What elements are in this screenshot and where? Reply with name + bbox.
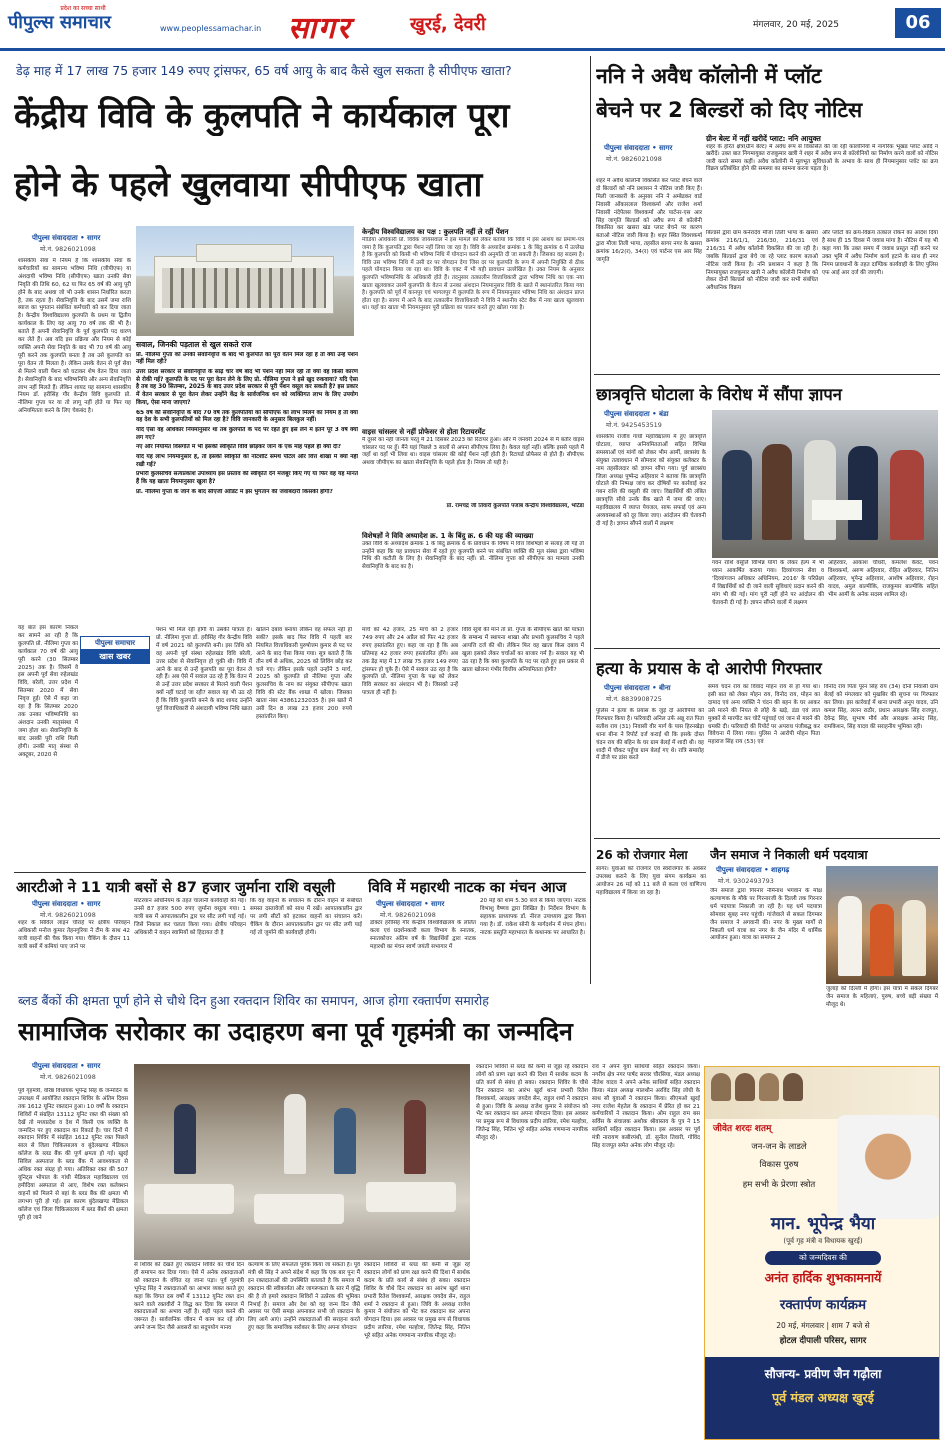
murder-headline[interactable]: हत्या के प्रयास के दो आरोपी गिरफ्तार (596, 659, 822, 678)
blood-headline[interactable]: सामाजिक सरोकार का उदाहरण बना पूर्व गृहमंत्री का जन्मदिन (18, 1017, 573, 1046)
lead-headline-2[interactable]: होने के पहले खुलवाया सीपीएफ खाता (14, 165, 483, 205)
news-badge-brand: पीपुल्स समाचार (80, 636, 150, 650)
jobs-headline[interactable]: 26 को रोजगार मेला (596, 848, 688, 862)
person-silhouette (804, 440, 836, 540)
brand-tagline: प्रदेश का सच्चा साथी (60, 5, 106, 12)
person-silhouette (722, 450, 752, 540)
column-divider (590, 56, 591, 984)
rto-byline: पीपुल्स संवाददाता • सागर (32, 900, 101, 908)
person-silhouette (174, 1104, 196, 1174)
ad-sanskrit-label: जीवेत शरदः शतम् (713, 1124, 772, 1134)
murder-text-2: समय चंदन राय का विवाद मोहन राय से हो गया था। इसी बात को लेकर मोहन राय, विनोद राय, मोहन का दामाद एवं अन्य व्यक्ति ने चंदन की बहन के घर आकर उसे मारने की नियत से लोहे के खड़े, डंडा एवं लात मुक्कों से मारपीट कर चोटें पहुंचाई एवं जान से मारने की धमकी दी। फरियादी की रिपोर्ट पर अपराध पंजीबद्ध कर विवेचना में लिया गया। पुलिस ने आरोपी मोहन पिता महाराज सिंह राय (53) एवं (708, 684, 820, 746)
jain-headline[interactable]: जैन समाज ने निकाली धर्म पदयात्रा (710, 847, 868, 862)
jain-text: जैन समाज द्वारा गिरनार नेमिनाथ भगवान के मोक्ष कल्याणक के मौके पर गिरनारजी के दिल्ली तक गिरनार धर्म पदयात्रा निकाली जा रही है। यह धर्म पदयात्रा सोमवार सुबह नगर पहुंची। गांजेवाले से सकल दिगम्बर जैन समाज ने अगवानी की। नगर के मुख्य मार्गों से निकली धर्म यात्रा का नगर के जैन मंदिर में धार्मिक आयोजन हुआ। यात्रा का समापन 2 (710, 888, 822, 942)
lead-mobile: मो.नं. 9826021098 (40, 245, 96, 253)
murder-text-3: विनोद राय पिता पूरन सिंह राय (34) दोनों निवासी ग्राम बेलई को मंगलवार को मुखबिर की सूचना पर गिरफ्तार कर लिया। इस कार्रवाई में थाना प्रभारी अनूप यादव, उनि कमल सिंह, ललन राठौर, प्रधान आरक्षक सिंह राजपूत, देवेन्द्र सिंह, सुभाष मौर्य और आरक्षक आनंद सिंह, रामकिशन, सिंह यादव की सराहनीय भूमिका रही। (824, 684, 938, 730)
jain-text-2: जुलाई को दिल्ली में होगा। इस यात्रा में सकल दिगंबर जैन समाज के महिलाएं, पुरुष, बच्चे बड़ी संख्या में मौजूद थे। (826, 986, 938, 1008)
section-divider (14, 872, 586, 873)
colony-headline-1[interactable]: ननि ने अवैध कॉलोनी में प्लॉट (596, 64, 822, 88)
ad-line-3: हम सभी के प्रेरणा स्त्रोत (742, 1180, 816, 1190)
leader-portrait-large (837, 1115, 939, 1219)
lead-byline: पीपुल्स संवाददाता • सागर (32, 234, 101, 242)
vc-quote-box (362, 428, 584, 528)
masthead (0, 0, 945, 54)
ad-venue: होटल दीपाली परिसर, सागर (779, 1336, 867, 1346)
university-side-box (362, 228, 584, 418)
person-silhouette (762, 444, 792, 540)
question-item: यदि यह लाभ नियमानुसार है, तो इसकी स्वीकृति की नोटशीट समर्थ पोर्टल और वित्त शाखा में क्यों नहीं रखी गई? (136, 454, 358, 468)
blood-donation-photo (134, 1064, 470, 1260)
question-item: नए और नियमित विसंगति में भी इसकी स्वीकृति विवि छोड़कर जाने के एक माह पहले ही क्यों दी? (136, 444, 341, 451)
question-item: 65 वर्ष की सेवानिवृत्ति के बाद 70 वर्ष तक कुलपतियों को सीपीएफ का लाभ मिलने का नियम है तो क्या वह देश के सभी कुलपतियों को मिल रहा है? विवि जानकारी के अनुसार बिलकुल नहीं। (136, 409, 358, 424)
ad-line-1: जन-जन के लाडले (751, 1142, 807, 1152)
lead-col5: मार्च को 42 हजार, 25 मार्च को 2 हजार 749 रुपए और 24 अप्रैल को फिर 42 हजार रुपए हस्तांतरित हुए। कहा जा रहा है कि अब प्रतिमाह 42 हजार रुपए हस्तांतरित होंगे। अब तक डेढ़ माह में 17 लाख 75 हजार 149 रुपए ट्रांसफर हो चुके हैं। ऐसे में सवाल उठ रहा है कि कुलपति प्रो. नीलिमा गुप्ता के पक्ष को लेकर विवि सरकार का अंशदान भी है। जिसको उन्हें पात्रता ही नहीं है। (362, 627, 458, 697)
blood-col1: पूर्व गृहमंत्री, वरिष्ठ विधायक भूपेन्द्र सिंह के जन्मदिन के उपलक्ष्य में आयोजित रक्तदान शिविर के अंतिम दिवस तक 1612 यूनिट रक्तदान हुआ। 10 वर्षों के रक्तदान शिविरों में संग्रहित 13112 यूनिट रक्त की संख्या को देखें तो मध्यप्रदेश व देश में किसी एक व्यक्ति के जन्मदिन पर हुए रक्तदान का रिकार्ड है। चार दिनों में रक्तदान शिविर में संग्रहित 1612 यूनिट रक्त पिछले साल से जिला चिकित्सालय व बुंदेलखण्ड मेडिकल कॉलेज के ब्लड बैंक की पूर्ण क्षमता हो गई। खुरई सिविल अस्पताल के ब्लड बैंक में आवश्यकता से अधिक रक्त संग्रह हो गया। अतिरिक्त रक्त की 507 यूनिट्स भोपाल के गांधी मेडिकल महाविद्यालय एवं हमीदिया अस्पताल से आए, विशेष रक्त कलेक्शन वाहनों को मिलने से बहां के ब्लड बैंक की क्षमता भी लगभग पूरी हो गई। इस कारण बुंदेलखण्ड मेडिकल कॉलेज एवं जिला चिकित्सालय में ब्लड बैंकों की क्षमता पूरी हो जाने (18, 1088, 128, 1221)
person-silhouette (870, 904, 894, 976)
drama-headline[interactable]: विवि में महारथी नाटक का मंचन आज (368, 880, 567, 896)
byline-place: बंडा (659, 410, 669, 418)
site-url[interactable]: www.peoplessamachar.in (160, 24, 262, 33)
ad-wishes: अनंत हार्दिक शुभकामनायें (764, 1270, 882, 1285)
page-number: 06 (895, 8, 941, 38)
vc-quote-text: मैं दूसरे का नहीं जानता परंतु मैं 21 दिसंबर 2023 को रिटायर हुआ। और मैं जनवरी 2024 से मैं बतौर वाइस चांसलर पद पर हूँ। मैंने यहां पिछले 3 सालों से अपना सीपीएफ लिया है। केवल यहाँ नहीं। बल्कि इससे पहले मैं जहाँ था वहाँ भी लिया था। वाइस चांसलर की कोई पेंशन नहीं होती है। रिटायर्ड प्रोफेसर से होते हैं। सीपीएफ अथवा जीपीएफ का खाता सेवानिवृत्ति के पहले होता है। नियम तो यही है। (362, 437, 584, 466)
byline-place: सागर (431, 900, 445, 908)
leader-portrait (711, 1073, 731, 1101)
blood-col4: रक्तदान शिविरों से ब्लड की कमी से जूझ रहे रक्तदान लोगों को प्राण रक्षा करने की दिशा में सार्थक कदम के प्रति कार्य से संबंध हो सका। रक्तदान शिविर के चौथे दिन रक्तदान का आरंभ खुर्रा थाना प्रभारी रितेश विश्वकर्मा, आरक्षक जयदेव सेन, राहुल शर्मा ने रक्तदान से हुआ। जिवि के अध्यक्ष राजेश कुमार ने संयोजन को भेंट कर रक्तदान कर अपना योगदान दिया। इस अवसर पर प्रमुख रूप से विधायक प्रदीप लारिया, रमेश मल्होत्रा, जितेन्द्र सिंह, नितिन भूरे सहित अनेक गणमान्य नागरिक मौजूद रहे। (364, 1262, 470, 1340)
question-item: यदि ऐसा वह अधिकार नियमानुसार था तब कुलपति के पद पर रहते हुए इसे लेने में इतने पूरे 3 वर्ष क्यों लग गए? (136, 426, 358, 441)
section-divider (594, 374, 940, 375)
murder-byline: पीपुल्स संवाददाता • बीना (604, 684, 671, 692)
ad-leaders-strip (705, 1067, 940, 1119)
lead-col1b: यह बात इस कारण निकल कर सामने आ रही है कि कुलपति प्रो. नीलिमा गुप्ता का कार्यकाल 70 वर्ष की आयु पूरी करने (30 सितम्बर 2025) तक है। जिसमें वे इस अपनी पूर्व सेवा रुहेलखंड विवि, बरेली, उत्तर प्रदेश में सितम्बर 2020 में सेवा निवृत्त हुई। ऐसे में कहा जा रहा है कि सितम्बर 2020 तक उनका भविष्यनिधि का अंशदान उनकी मातृसंस्था में जमा होता था। सेवानिवृत्ति के बाद उसकी पूरी राशि मिली होगी। उनकी मातृ संस्था से अक्टूबर, 2020 से (18, 625, 78, 758)
memorandum-paper (812, 500, 862, 520)
lead-col6: विवि सूत्रों की माने तो प्रो. गुप्ता के सीपीएफ खाते की पात्रता के सम्बन्ध में स्थापना शाखा और प्रभारी कुलसचिव ने पहले आपत्ति दर्ज की थी। लेकिन फिर वह खाता किस दबाव में खुला इसको लेकर चर्चाओं का बाजार गर्म है। सवाल यह भी उठ रहा है कि क्या कुलपति के पद पर रहते हुए इस प्रकार से खाता खोलना गंभीर वित्तीय अनियमितता होगी? (462, 627, 584, 673)
vc-quote-title: वाइस चांसलर से नहीं प्रोफेसर से होता रिटायरमेंट (362, 428, 486, 436)
ad-line-2: विकास पुरुष (759, 1160, 799, 1170)
news-badge-label: खास खबर (80, 650, 150, 664)
questions-list (136, 352, 358, 497)
person-silhouette (404, 1100, 426, 1174)
byline-place: सागर (659, 144, 673, 152)
header-rule (0, 48, 945, 51)
question-item: प्रो. नीलिमा गुप्ता को उनकी सेवानिवृत्ति के बाद भी कुलपति का पूरा वेतन मिल रहा है तो क्या उन्हें पेंशन नहीं मिल रही? (136, 351, 358, 366)
murder-text-1: पुलिस ने हत्या के प्रयास के जुड़े दो आरोपियों को गिरफ्तार किया है। फरियादी अनिल उर्फ अन्नू रात पिता सतीश राय (31) निवासी वीर मार्ग के पास हिरनखेड़ा थाना बीना ने रिपोर्ट दर्ज कराई थी कि इसके दोस्त चंदन राय की बहिन के घर ग्राम बेलई में शादी थी। वह शादी में चौकट पहुँचा ग्राम बेलई गए थे। रात्रि समारोह में डीजे पर डांस करते (596, 708, 704, 762)
lead-col4: खोलने दबाव बनाया लेकिन वह सफल नहीं हो सकी? इसके बाद फिर विवि में पहली बार नियमित वित्ताधिकारी पुरुषोत्तम कुमार से पद पर आने के बाद ऐसा किया गया। सूत्र बताते हैं कि तीन वर्ष से अधिक, 2025 को लिविंग छोड़ कर चले गए। लेकिन इसके पहले उन्होंने 3 मार्च, 2025 को कुलपति प्रो नीलिमा गुप्ता और कुलसचिव के नाम का संयुक्त सीपीएफ खाता विवि की स्टेट बैंक शाखा में खोला। जिसका खाता नंबर 43861232035 है। इस खाते में उसी दिन 8 लाख 23 हजार 200 रुपये हस्तांतरित किए। (256, 627, 352, 720)
drama-byline: पीपुल्स संवाददाता • सागर (376, 900, 445, 908)
green-belt-text: शहर के हरित क्षेत्र(ग्रीन बेल्ट) में अवैध रूप से विकसित की जा रही कॉलोनियों में नागरिक भूखंड प्लॉट आदि न खरीदें। उक्त बात निगमायुक्त राजकुमार खत्री ने शहर में अवैध रूप से कॉलोनियों का निर्माण करने वालों को नोटिस जारी करते समय कहीं। अवैध कॉलोनी में मूलभूत सुविधाओं के अभाव के साथ ही नियमानुसार प्लॉट का क्रय विक्रय प्रतिबंधित होने की समस्या का सामना करना पड़ता है। (706, 143, 938, 173)
lead-headline-1[interactable]: केंद्रीय विवि के कुलपति ने कार्यकाल पूरा (14, 96, 510, 136)
byline-place: सागर (87, 234, 101, 242)
colony-mobile: मो.नं. 9826021098 (606, 155, 662, 163)
byline-name: पीपुल्स संवाददाता (32, 1062, 78, 1070)
jobs-text: सागर। युवाओं को रोजगार एवं स्वरोजगार के अवसर उपलब्ध कराने के लिए युवा संगम कार्यक्रम का आयोजन 26 मई को 11 बजे से कला एवं वाणिज्य महाविद्यालय में किया जा रहा है। (596, 866, 706, 896)
edition-subcities: खुरई, देवरी (410, 14, 486, 35)
byline-name: पीपुल्स संवाददाता (604, 684, 650, 692)
byline-name: पीपुल्स संवाददाता (32, 234, 78, 242)
lead-col1: शासकीय सेवा में नियम है कि शासकीय सेवा के कर्मचारियों का सामान्य भविष्य निधि (जीपीएफ) या अंशदायी भविष्य निधि (सीपीएफ) खाता उनकी सेवा निवृति की तिथि 60, 62 या फिर 65 वर्ष की आयु पूरी होने के बाद अथवा जो भी उनके शासन निर्धारित करता है, तक रहता है। सेवानिवृत्ति के बाद उसमें जमा राशि ब्याज का भुगतान संबंधित कर्मचारी को कर दिया जाता है। केन्द्रीय विश्वविद्यालय कुलपति के प्रथम या द्वितीय कार्यकाल के लिए यह आयु 70 वर्ष तक की भी है। बताते हैं अपनी सेवानिवृत्ति के पूर्व कुलपति पद धारण कर लेते हैं। अब यदि इस प्रक्रिया और नियम से कोई व्यक्ति अपनी सेवा निवृति के बाद भी 70 वर्ष की आयु पूरी करने तक कुलपति बनता है तब उसे कुलपति का पूरा वेतन तो मिलता है। लेकिन उसके वेतन से पूर्व सेवा से मिलने वाली पेंशन को घटाकर शेष वेतन दिया जाता है। सेवानिवृत्ति के बाद भविष्यनिधि और अन्य सेवानिवृत्ति लाभ नहीं मिलते हैं। लेकिन शायद यह सामान्य शासकीय नियम डॉ. हरीसिंह गौर केन्द्रीय विवि कुलपति प्रो. नीलिमा गुप्ता पर या तो लागू नहीं होते या फिर यह अनियमितता करने के लिए चेकबंद है। (18, 258, 131, 415)
leader-portrait (783, 1073, 803, 1101)
person-silhouette (284, 1094, 306, 1174)
drama-text-2: 20 मई को शाम 5.30 बजे से किया जाएगा। नाटक विभाशु वैष्णव द्वारा लिखित है। निर्देशन विभाग के सहायक प्राध्यापक डॉ. नीरज उपाध्याय द्वारा किया गया है। डॉ. राकेश सोनी के मार्गदर्शन में मंचन होगा। नाटक प्रस्तुति महाभारत के कथानक पर आधारित है। (480, 898, 586, 936)
scholar-text-3: अहिरवार, आकाश चौधरी, कमलेश केवट, पवन विश्वकर्मा, अरुण अहिरवार, रोहित अहिरवार, नितिन अहिरवार, भूपेन्द्र अहिरवार, आशीष अहिरवार, रोहन यादव, अमुल बाल्मीकि, राजकुमार बाल्मीकि सहित भीम आर्मी के अनेक सदस्य शामिल रहे। (828, 560, 938, 598)
blood-mobile: मो.नं. 9826021098 (40, 1073, 96, 1081)
blood-col2: से शिविर को देखते हुए रक्तदान शिविर का चौथे दिन ही समापन कर दिया गया। ऐसे में अनेक रक्तदाताओं को रक्तदान के वंचित रह जाना पड़ा। पूर्व गृहमंत्री भूपेन्द्र सिंह ने रक्तदाताओं का आभार व्यक्त करते हुए कहा कि विगत दस वर्षों में 13112 यूनिट रक्त दान करने वाले रक्तवीरों ने विद्ध कर दिया कि समाज में रक्तदाताओं का अभाव नहीं है। सही पहल करने की जरूरत है। सार्वजनिक जीवन में काम कर रहे लोग अपने जन्म दिन जैसे अवसरों का सदुपयोग मानव (134, 1262, 244, 1332)
colony-byline: पीपुल्स संवाददाता • सागर (604, 144, 673, 152)
ad-birthday: को जन्मदिवस की (765, 1251, 881, 1265)
blood-kicker: ब्लड बैंकों की क्षमता पूर्ण होने से चौथे दिन हुआ रक्तदान शिविर का समापन, आज होगा रक्तार्पण समारोह (18, 993, 489, 1008)
hospital-bed (144, 1184, 234, 1214)
questions-title: सवाल, जिनकी पड़ताल से खुल सकते राज (136, 340, 252, 349)
scholar-text-2: गवन राशि वसूलि विभिन्न योगों के लेकर हेल्प में भी ध्यान आकर्षित कराया गया। दिव्यांगजन सेवा व 'दिव्यांगजन अधिकार अधिनियम, 2016' के परिप्रेक्ष्य में विद्यार्थियों को दी जाने वाली सुविधाएं प्रदान करने की मांग भी की गई। मांग पूरी नहीं होने पर आंदोलन की चेतावनी दी गई है। ज्ञापन सौंपने वालों में लक्ष्मण (712, 560, 824, 606)
person-silhouette (334, 1108, 356, 1174)
issue-date: मंगलवार, 20 मई, 2025 (753, 20, 840, 30)
byline-name: पीपुल्स संवाददाता (376, 900, 422, 908)
murder-mobile: मो.नं. 8839908725 (606, 695, 662, 703)
hospital-bed (254, 1194, 344, 1224)
colony-text-2: बिल्डर्स द्वारा ग्राम कनेरादेव मौजा तिली भापा के खसरा क्रमांक 216/1/1, 216/30, 216/31 एवं 216/31 में अवैध कॉलोनी विकसित की जा रही है। जबकि बिल्डर्स द्वारा बेचे जा रहे प्लाट कारण बताओ नोटिस जारी किया है। ननि प्रशासन ने कहा है कि निगमायुक्त राजकुमार खत्री ने अवैध कॉलोनी निर्माण को लेकर दोनों बिल्डर्स को नोटिस जारी कर सभी संबंधित अवैधानिक विक्रय (706, 230, 818, 292)
colony-text-3: और प्लॉटों का क्रय-विक्रय तत्काल रोकने का आदेश दिया है साथ ही 15 दिवस में जवाब मांगा है। नोटिस में यह भी कहा गया कि उक्त समय में जवाब प्रस्तुत नहीं करने पर उक्त भूमि में अवैध निर्माण कार्य हटाने के साथ ही नगर निगम प्रावधानों के तहत दाण्डिक कार्यवाही के लिए पुलिस एफ आई आर दर्ज की जाएगी। (822, 230, 938, 276)
scholar-text-1: शासकीय राजीव गांधी महाविद्यालय में हुए छात्रवृत्ति घोटाला, व्याप्त अनियमितताओं सहित विभिन्न समस्याओं एवं मांगों को लेकर भीम आर्मी, छात्रसंघ के संयुक्त तत्वावधान में सोमवार को संयुक्त कलेक्टर के नाम तहसीलदार को ज्ञापन सौंपा गया। पूर्व छात्रसंघ जिला अध्यक्ष पुष्पेन्द्र अहिरवार ने बताया कि छात्रवृत्ति घोटाले की निष्पक्ष जांच कर दोषियों पर कार्रवाई कर गबन राशि की वसूली की जाए। विद्यार्थियों की लंबित छात्रवृत्ति सीधे उनके बैंक खाते में जमा की जाए। महाविद्यालय में व्याप्त पेयजल, साफ सफाई एवं अन्य अव्यवस्थाओं को दूर किया जाए। आंदोलन की चेतावनी दी गई है। ज्ञापन सौंपने वालों में लक्ष्मण (596, 434, 706, 527)
ad-when: 20 मई, मंगलवार | शाम 7 बजे से (776, 1321, 870, 1330)
byline-place: शाहगढ़ (771, 866, 790, 874)
person-silhouette (848, 446, 878, 540)
ad-name: मान. भूपेन्द्र भैया (770, 1214, 876, 1234)
byline-name: पीपुल्स संवाददाता (604, 410, 650, 418)
lead-kicker: डेढ़ माह में 17 लाख 75 हजार 149 रुपए ट्रांसफर, 65 वर्ष आयु के बाद कैसे खुल सकता है सीपीएफ खाता? (16, 63, 512, 78)
ad-sponsor-1: सौजन्य- प्रवीण जैन गढ़ौला (764, 1367, 882, 1381)
university-side-title: केन्द्रीय विश्वविद्यालय का पक्ष : कुलपति नहीं ले रहीं पेंशन (362, 228, 509, 236)
rto-text-3: कि वह वाहनों के संचालन के दौरान वाहन से संबंधित समस्त दस्तावेजों को साथ में रखें। आपातकालीन द्वार पर लगी सीटों को हटाकर वाहनों का संचालन करें। चैकिंग के दौरान आपातकालीन द्वार पर सीट लगी पाई गई तो जुर्माने की कार्यवाही होगी। (250, 898, 362, 936)
person-silhouette (890, 450, 924, 540)
leader-portrait (735, 1073, 755, 1101)
section-divider (594, 648, 940, 649)
brand-logo[interactable] (8, 4, 158, 44)
ad-role: (पूर्व गृह मंत्री व विधायक खुरई) (783, 1237, 863, 1245)
person-silhouette (902, 900, 926, 976)
byline-place: सागर (87, 900, 101, 908)
byline-place: सागर (87, 1062, 101, 1070)
edition-city: सागर (288, 11, 352, 46)
byline-name: पीपुल्स संवाददाता (32, 900, 78, 908)
blood-col3: कल्याण के लिए सफलता पूर्वक किया जा सकता है। पूर्व मंत्री श्री सिंह ने अपने संदेश में कहा कि एक बार पुनः मैं इन रक्तदाताओं की उपस्थिति बतलाते है कि समाज में रक्तदान की स्वीकार्यता और जागरूकता के स्तर में वृद्धि की है तो हमारे रक्तदान शिविरों ने उत्प्रेरक की भूमिका निभाई है। समाज और देश को वह जन्म दिन जैसे अवसर पर ऐसी समझ अपनाकर सभी जो रक्तदान के लिए आगे आएं। उन्होंने रक्तदाताओं की सराहना करते हुए कहा कि समाजिक सरोकार के लिए अपना योगदान (248, 1262, 360, 1332)
green-belt-title: ग्रीन बेल्ट में नहीं खरीदें प्लाट: ननि आयुक्त (706, 134, 821, 143)
scholar-byline: पीपुल्स संवाददाता • बंडा (604, 410, 669, 418)
experts-box (362, 532, 584, 622)
rto-text-2: मोटरयान अधिनियम के तहत चालानी कार्यवाही की गई। उनसे 87 हजार 500 रुपए जुर्माना वसूला गया। 1 यात्री बस में आपातकालीन द्वार पर सीट लगी पाई गई। जिसे निकाल कर चलता किया गया। क्षेत्रीय परिवहन अधिकारी ने वाहन स्वामियों को हिदायत दी है (134, 898, 246, 936)
ad-sponsor-2: पूर्व मंडल अध्यक्ष खुरई (772, 1390, 874, 1405)
drama-text-1: डॉक्टर हरीसिंह गौर केन्द्रीय विश्वविद्यालय के ललित कला एवं प्रदर्शनकारी कला विभाग के स्नातक, स्नातकोत्तर अंतिम वर्ष के विद्यार्थियों द्वारा नाटक महारथी का मंचन स्वर्ण जयंती सभागार में (370, 920, 476, 950)
person-silhouette (838, 896, 862, 976)
lead-col3: पेंशन भी मिल रही होगी या उसकी पात्रता है। प्रो. नीलिमा गुप्ता डॉ. हरीसिंह गौर केन्द्रीय विवि में वर्ष 2021 को कुलपति बनी। इस तिथि को वह अपनी पूर्व संस्था रुहेलखंड विवि बरेली, उत्तर प्रदेश से सेवानिवृत्त हो चुकी थी। विवि में आने के बाद से उन्हें कुलपति का पूरा वेतन ले रही हैं। अब ऐसे में सवाल उठ रहे हैं कि वेतन में से उन्हें उत्तर प्रदेश सरकार से मिलने वाली पेंशन क्यों नहीं घटाई जा रही? सवाल यह भी उठ रहे हैं कि विवि कुलपति बनने के बाद शायद उन्होंने पूर्व वित्ताधिकारी से अंशदायी भविष्य निधि खाता (156, 627, 252, 713)
university-side-text: मीडिया अधिकारी प्रो. विवेक जायसवाल ने इस मामले को लेकर बताया कि विवि में इस आशय का प्रमाण-पत्र जमा है कि कुलपति द्वारा पेंशन नहीं लिया जा रहा है। विवि के अध्यादेश क्रमांक 1 के बिंदु क्रमांक 6 में उल्लेख है कि कुलपति को किसी भी भविष्य निधि में योगदान करने की अनुमति दी जा सकती है। जिसका वह सदस्य है। विवि उस भविष्य निधि में उसी दर पर योगदान देगा जिस दर पर कुलपति के रूप में अपनी नियुक्ति से ठीक पहले योगदान किया जा रहा था। विवि के एक्ट में भी यही प्रावधान उल्लेखित है। उक्त नियम के अनुसार कुलपति भविष्यनिधि के अधिकारी होते हैं। तदनुसार तत्कालीन वित्ताधिकारी द्वारा भविष्य निधि का एक नया खाता खुलवाकर उसमें कुलपति के वेतन से उनका अंशदान नियमानुसार विवि के खाते में स्थानांतरित किया गया है। कुलपति को पूर्व में कानपुर एवं भागलपुर में कुलपति के रूप में नियमानुसार भविष्य निधि का अंशदान प्राप्त होता रहा है। सागर में आने के बाद तत्कालीन वित्ताधिकारी ने विवि ने स्थानीय स्टेट बैंक में नया खाता खुलवाया था। यहाँ का खाता भी नियमानुसार पूरी प्रक्रिया का पालन करते हुए खोला गया है। (362, 237, 584, 312)
jain-byline: पीपुल्स संवाददाता • शाहगढ़ (716, 866, 790, 874)
experts-text: उक्त विवि के अध्यादेश क्रमांक 1 के बिंदु क्रमांक 6 के प्रावधान के विषय में वित्त विशेषज्ञों से सलाह ली गई तो उन्होंने कहा कि यह प्रावधान सेवा में रहते हुए कुलपति बनने पर संबंधित व्यक्ति की मूल संस्था द्वारा भविष्य निधि की कटौती के लिए है। सेवानिवृत्ति के बाद नहीं। प्रो. नीलिमा गुप्ता को सीपीएफ का मामला उनकी सेवानिवृत्ति के बाद का है। (362, 541, 584, 570)
vc-quote-sign: प्रो. रामचंद्र जी तिवारी कुलपति पंजाब केन्द्रीय विश्वविद्यालय, भटिंडा (446, 503, 584, 509)
blood-byline: पीपुल्स संवाददाता • सागर (32, 1062, 101, 1070)
blood-col4-top: रक्तदान शिविरों से ब्लड की कमी से जूझ रहे रक्तदान लोगों को प्राण रक्षा करने की दिशा में सार्थक कदम के प्रति कार्य से संबंध हो सका। रक्तदान शिविर के चौथे दिन रक्तदान का आरंभ खुर्रा थाना प्रभारी रितेश विश्वकर्मा, आरक्षक जयदेव सेन, राहुल शर्मा ने रक्तदान से हुआ। जिवि के अध्यक्ष राजेश कुमार ने संयोजन को भेंट कर रक्तदान कर अपना योगदान दिया। इस अवसर पर प्रमुख रूप से विधायक प्रदीप लारिया, रमेश मल्होत्रा, जितेन्द्र सिंह, नितिन भूरे सहित अनेक गणमान्य नागरिक मौजूद रहे। (476, 1064, 588, 1142)
rto-text-1: शहर के सिविल लाइन चौराहे पर क्षेत्रीय परिवहन अधिकारी मनोज कुमार तेहनगुरिया ने टीम के साथ 42 यात्री वाहनों की चैक किया गया। चैकिंग के दौरान 11 यात्री बसों में कमियां पाए जाने पर (18, 920, 130, 950)
experts-title: विशेषज्ञों ने विवि अध्यादेश क्र. 1 के बिंदु क्र. 6 की यह की व्याख्या (362, 532, 534, 540)
jain-procession-photo (826, 866, 938, 984)
brand-name: पीपुल्स समाचार (8, 12, 111, 33)
question-item: प्रो. नीलिमा गुप्ता के जाने के बाद सीएजी ऑडिट में इस भुगतान की जवाबदारी किसकी होगी? (136, 488, 333, 495)
ad-event: रक्तार्पण कार्यक्रम (779, 1297, 867, 1313)
building-pillars (162, 268, 326, 308)
section-divider (594, 838, 940, 839)
drama-mobile: मो.नं. 9826021098 (380, 911, 436, 919)
byline-name: पीपुल्स संवाददाता (716, 866, 762, 874)
leader-portrait (759, 1073, 779, 1101)
hospital-bed (366, 1182, 456, 1212)
ad-sponsor-band (705, 1357, 940, 1440)
rto-headline[interactable]: आरटीओ ने 11 यात्री बसों से 87 हजार जुर्माना राशि वसूली (16, 880, 335, 896)
green-belt-box (706, 134, 938, 228)
blood-col5: राव ने अपने युवा साथियों सहित रक्तदान किया। नगरीय क्षेत्र नगर पार्षद सरवर चौरसिया, मंडल अध्यक्ष नीतेश यादव ने अपने अनेक साथियों सहित रक्तदान किया। मंडल अध्यक्ष मालथौन अरविंद सिंह लोधी के साथ सौ युवाओं ने रक्तदान किया। सीएमओ खुरई नगर राजेश मेहतेल के रक्तदान में प्रेरित हो कर 21 कर्मचारियों ने रक्तदान किया। ओम राहुल राम बस सर्विस के संचालक अशोक श्रीवास्तव के पुत्र ने 15 साथियों सहित रक्तदान किया। इस अवसर पर पूर्व मंत्री नारायण कबीरपंथी, डॉ. सुनील तिवारी, गोविंद सिंह राजपूत समेत अनेक लोग मौजूद रहे। (592, 1064, 700, 1150)
jain-mobile: मो.नं. 9302493793 (718, 877, 774, 885)
university-building-photo (136, 226, 354, 336)
rto-mobile: मो.नं. 9826021098 (40, 911, 96, 919)
colony-text-1: शहर में अवैध कॉलोनी विकसित कर प्लाट बेचने वाले दो बिल्डरों को ननि प्रशासन ने नोटिस जारी किए हैं। मिली जानकारी के अनुसार ननि ने अम्बेडकर वार्ड निवासी ओंकारलाल विश्वकर्मा और राजेश शर्मा निवासी नंदेपेलस विश्वकर्मा और पार्टनर-एस आर सिंह जागृति बिल्डर्स को अवैध रूप से कॉलोनी विकसित कर खसरा खंड प्लाट बेचने पर कारण बताओ नोटिस जारी किया है। शहर स्थित विवशकर्मा द्वारा मौजा तिली भापा, तहसील सागर नगर के खसरा क्रमांक 16/2(र), 34(र) एवं पार्टनर एस आर सिंह जागृति (596, 178, 702, 264)
building-top (196, 244, 292, 262)
questions-box (136, 340, 358, 620)
scholar-headline[interactable]: छात्रवृत्ति घोटाला के विरोध में सौंपा ज्ञापन (596, 385, 842, 404)
colony-headline-2[interactable]: बेचने पर 2 बिल्डरों को दिए नोटिस (596, 98, 863, 122)
question-item: उत्तर प्रदेश सरकार से सेवानिवृत्ति के साढ़े चार वर्ष बाद भी पेंशन नहीं मिल रही तो क्या वह किसी कारण से रोकी गई? कुलपति के पद पर पूरा वेतन लेने के लिए प्रो. नीलिमा गुप्ता ने इसे खुद रुकवाया? यदि ऐसा है तब वह 30 सितम्बर, 2025 के बाद उत्तर प्रदेश सरकार से पूरी पेंशन वसूल कर सकती है? इस प्रकार में वेतन सरकार से पूरा वेतन लेकर उन्होंने केंद्र के सार्वजनिक धन को व्यक्तिगत लाभ के लिए उपयोग किया, ऐसा माना जाएगा? (136, 369, 358, 406)
byline-name: पीपुल्स संवाददाता (604, 144, 650, 152)
byline-place: बीना (659, 684, 671, 692)
scholar-mobile: मो.नं. 9425453519 (606, 421, 662, 429)
question-item: प्रभारी कुलसचिव सत्यप्रकाश उपाध्याय इस प्रस्ताव की स्वीकृति देने मजबूर किए गए या फिर वह यह मानते हैं कि यह खाता नियमानुसार खुला है? (136, 471, 358, 486)
memorandum-photo (712, 410, 938, 558)
birthday-ad[interactable] (704, 1066, 940, 1440)
